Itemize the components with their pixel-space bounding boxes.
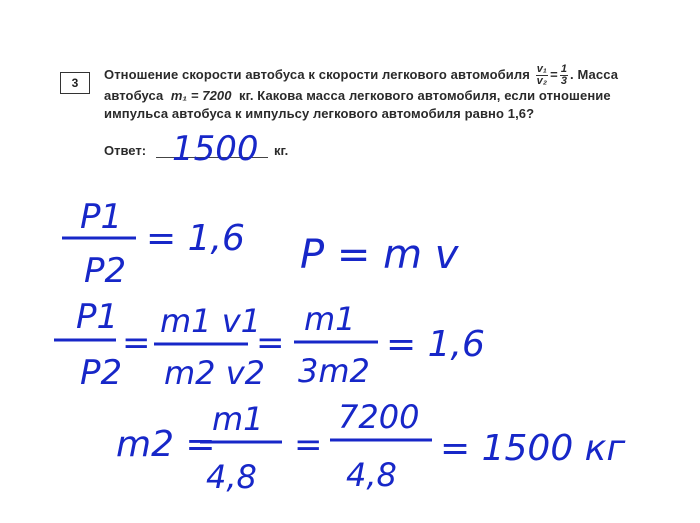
- task-line-1-text: Отношение скорости автобуса к скорости легкового автомобиля: [104, 66, 530, 82]
- eq2-equals-2: =: [256, 323, 285, 363]
- eq2-mid-denominator: m2 v2: [164, 354, 265, 392]
- eq3-value-denominator: 4,8: [346, 456, 397, 494]
- eq2-equals-1: =: [122, 323, 151, 363]
- answer-label: Ответ:: [104, 143, 147, 158]
- ratio-value-denominator: 3: [560, 75, 568, 87]
- answer-unit: кг.: [274, 143, 289, 158]
- eq1-rhs: = 1,6: [146, 218, 245, 259]
- bus-mass: m₁ = 7200: [170, 88, 232, 103]
- eq3-value-numerator: 7200: [338, 398, 420, 436]
- ratio-equals: =: [550, 66, 558, 82]
- eq3-rhs: = 1500 кг: [440, 428, 626, 469]
- eq3-equals: =: [294, 425, 323, 465]
- eq2-right-denominator: 3m2: [298, 352, 370, 390]
- speed-ratio-denominator: v₂: [536, 75, 548, 87]
- eq3-numerator: m1: [212, 400, 264, 438]
- eq1-denominator: P2: [84, 251, 127, 291]
- task-line-2-start: автобуса: [104, 88, 164, 103]
- momentum-formula: P = m v: [300, 232, 459, 278]
- eq2-right-numerator: m1: [304, 300, 356, 338]
- eq2-denominator: P2: [80, 353, 123, 393]
- eq3-denominator: 4,8: [206, 458, 257, 496]
- speed-ratio-numerator: v₁: [536, 63, 547, 75]
- task-number-box: 3: [60, 72, 90, 94]
- eq2-mid-numerator: m1 v1: [160, 302, 261, 340]
- task-line-2-end: кг. Какова масса легкового автомобиля, если отношение: [239, 88, 611, 103]
- eq2-rhs: = 1,6: [386, 324, 485, 365]
- eq1-numerator: P1: [80, 197, 123, 237]
- ratio-value-numerator: 1: [560, 63, 568, 75]
- task-line-1-end: . Масса: [570, 66, 619, 82]
- eq3-lhs: m2 =: [116, 424, 216, 465]
- eq2-numerator: P1: [76, 297, 119, 337]
- handwritten-answer: 1500: [172, 129, 259, 169]
- task-line-3: импульса автобуса к импульсу легкового автомобиля равно 1,6?: [104, 106, 535, 121]
